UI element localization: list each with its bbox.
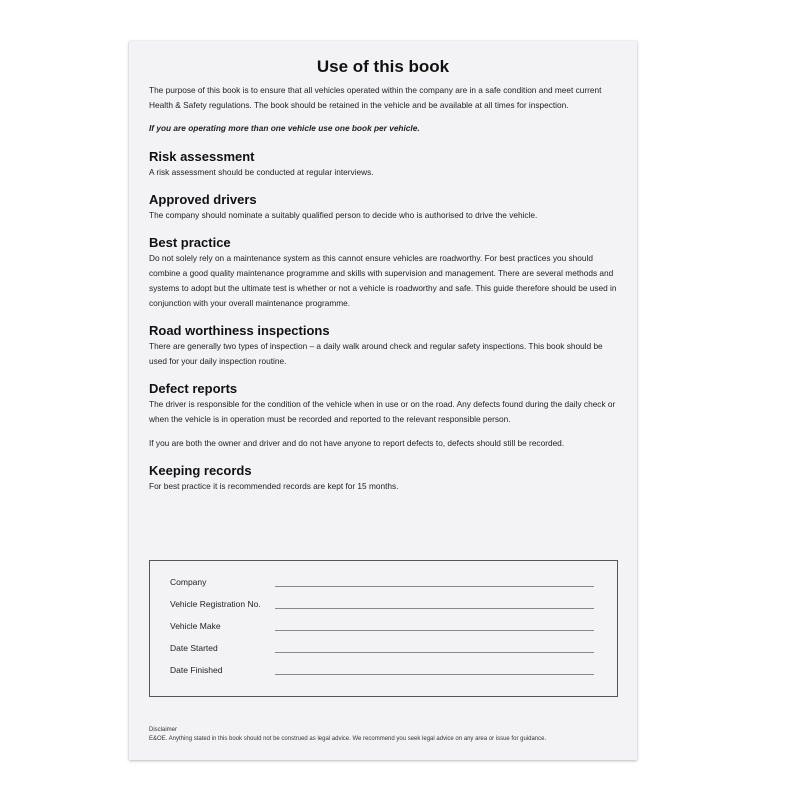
section-approved-drivers (149, 191, 617, 223)
section-risk-assessment (149, 148, 617, 180)
company-field[interactable] (275, 585, 594, 587)
section-heading: Road worthiness inspections (149, 323, 330, 338)
section-paragraph: The driver is responsible for the condition of the vehicle when in use or on the road. Any defects found during the daily check or when the vehicle is in operation must be recorded and reported to the relevant responsible person. (149, 399, 616, 424)
page-title: Use of this book (316, 57, 450, 76)
vehicle-make-field[interactable] (275, 629, 594, 631)
section-heading: Defect reports (149, 381, 238, 396)
section-defect-reports (149, 380, 617, 451)
form-label: Date Started (170, 643, 218, 653)
disclaimer-label: Disclaimer (149, 727, 178, 733)
section-paragraph: The company should nominate a suitably qualified person to decide who is authorised to drive the vehicle. (149, 210, 538, 220)
section-heading: Best practice (149, 235, 231, 250)
date-started-field[interactable] (275, 651, 594, 653)
section-keeping-records (149, 462, 617, 494)
section-paragraph: If you are both the owner and driver and do not have anyone to report defects to, defects should still be recorded. (149, 438, 565, 448)
date-finished-field[interactable] (275, 673, 594, 675)
form-label: Vehicle Make (170, 621, 221, 631)
section-paragraph: A risk assessment should be conducted at regular interviews. (149, 167, 374, 177)
form-row-company[interactable] (170, 574, 594, 588)
form-label: Company (170, 577, 207, 587)
document-page (129, 41, 637, 760)
form-row-date-started[interactable] (170, 640, 594, 654)
section-heading: Approved drivers (149, 192, 257, 207)
form-row-vehicle-make[interactable] (170, 618, 594, 632)
section-paragraph: For best practice it is recommended records are kept for 15 months. (149, 481, 399, 491)
vehicle-registration-field[interactable] (275, 607, 594, 609)
form-label: Vehicle Registration No. (170, 599, 261, 609)
note-paragraph: If you are operating more than one vehicle use one book per vehicle. (149, 123, 420, 133)
section-road-worthiness (149, 322, 617, 369)
section-paragraph: Do not solely rely on a maintenance system as this cannot ensure vehicles are roadworthy. For best practices you should combine a good quality maintenance programme and skills with supervision and management. There are several methods and systems to adopt but the ultimate test is whether or not a vehicle is roadworthy and safe. This guide therefore should be used in conjunction with your overall maintenance programme. (149, 253, 617, 308)
section-heading: Risk assessment (149, 149, 255, 164)
form-label: Date Finished (170, 665, 223, 675)
intro-paragraph: The purpose of this book is to ensure that all vehicles operated within the company are in a safe condition and meet current Health & Safety regulations. The book should be retained in the vehicle and be available at all times for inspection. (149, 85, 602, 110)
form-row-vehicle-registration[interactable] (170, 596, 594, 610)
vehicle-details-form (149, 560, 618, 697)
disclaimer (149, 726, 619, 744)
form-row-date-finished[interactable] (170, 662, 594, 676)
section-heading: Keeping records (149, 463, 252, 478)
section-paragraph: There are generally two types of inspection – a daily walk around check and regular safety inspections. This book should be used for your daily inspection routine. (149, 341, 603, 366)
disclaimer-text: E&OE. Anything stated in this book should not be construed as legal advice. We recommend you seek legal advice on any area or issue for guidance. (149, 736, 547, 742)
section-best-practice (149, 234, 617, 311)
